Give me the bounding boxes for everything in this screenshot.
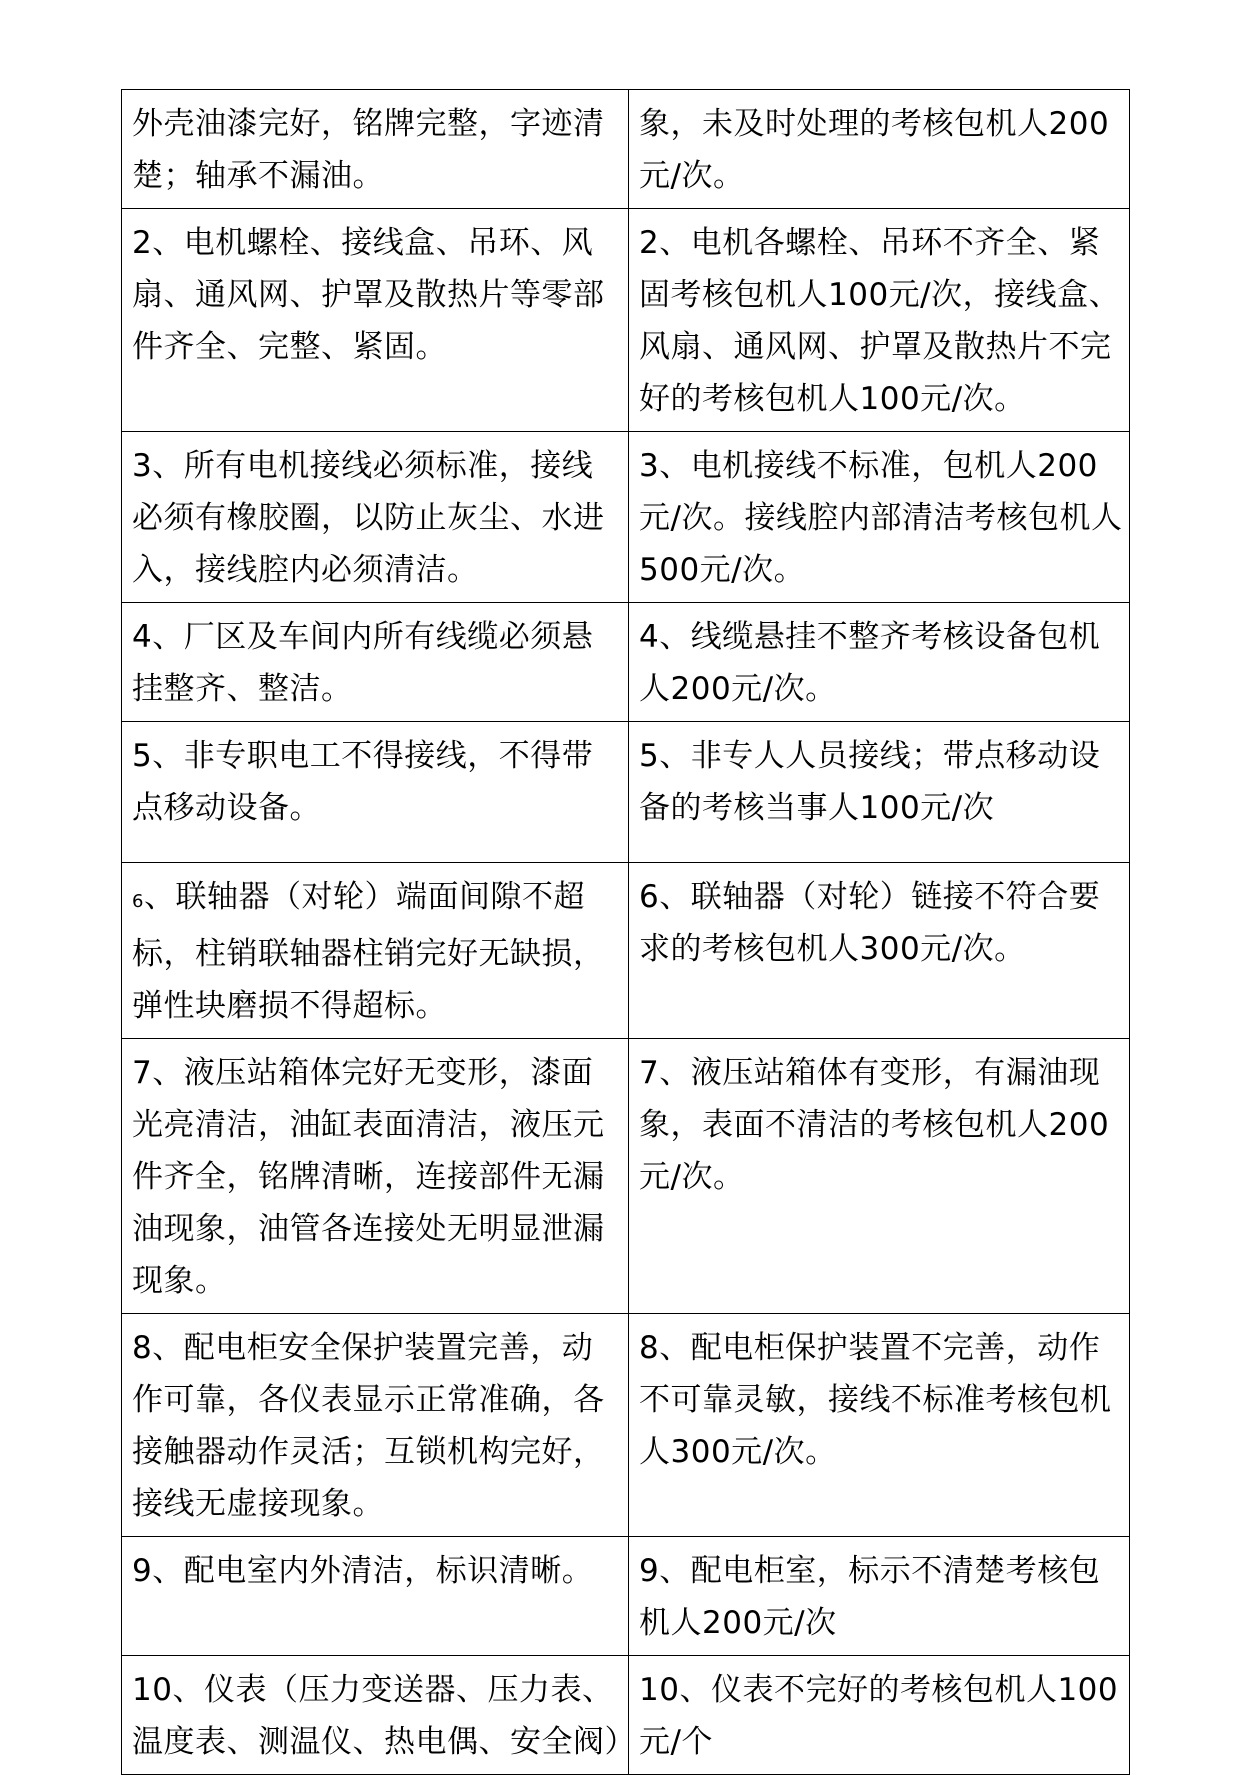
- item-number: 6: [132, 891, 144, 912]
- penalty-cell: 象，未及时处理的考核包机人200元/次。: [629, 90, 1130, 209]
- penalty-cell: 9、配电柜室，标示不清楚考核包机人200元/次: [629, 1537, 1130, 1656]
- penalty-cell: 10、仪表不完好的考核包机人100元/个: [629, 1656, 1130, 1775]
- table-row: [122, 432, 1130, 603]
- penalty-cell: 2、电机各螺栓、吊环不齐全、紧固考核包机人100元/次，接线盒、风扇、通风网、护罩及散热片不完好的考核包机人100元/次。: [629, 209, 1130, 432]
- penalty-cell: 6、联轴器（对轮）链接不符合要求的考核包机人300元/次。: [629, 863, 1130, 1039]
- assessment-table: [121, 89, 1130, 1775]
- requirement-cell: 2、电机螺栓、接线盒、吊环、风扇、通风网、护罩及散热片等零部件齐全、完整、紧固。: [122, 209, 629, 432]
- requirement-cell: [122, 863, 629, 1039]
- table-row: [122, 603, 1130, 722]
- table-row: [122, 1039, 1130, 1314]
- penalty-cell: 8、配电柜保护装置不完善，动作不可靠灵敏，接线不标准考核包机人300元/次。: [629, 1314, 1130, 1537]
- penalty-cell: 7、液压站箱体有变形，有漏油现象，表面不清洁的考核包机人200元/次。: [629, 1039, 1130, 1314]
- requirement-cell: 7、液压站箱体完好无变形，漆面光亮清洁，油缸表面清洁，液压元件齐全，铭牌清晰，连接部件无漏油现象，油管各连接处无明显泄漏现象。: [122, 1039, 629, 1314]
- requirement-cell: 5、非专职电工不得接线，不得带点移动设备。: [122, 722, 629, 863]
- penalty-cell: 4、线缆悬挂不整齐考核设备包机人200元/次。: [629, 603, 1130, 722]
- requirement-cell: 8、配电柜安全保护装置完善，动作可靠，各仪表显示正常准确，各接触器动作灵活；互锁机构完好，接线无虚接现象。: [122, 1314, 629, 1537]
- requirement-cell: 外壳油漆完好，铭牌完整，字迹清楚；轴承不漏油。: [122, 90, 629, 209]
- table-row: [122, 90, 1130, 209]
- requirement-text: 、联轴器（对轮）端面间隙不超标，柱销联轴器柱销完好无缺损，弹性块磨损不得超标。: [132, 879, 605, 1024]
- table-row: [122, 1537, 1130, 1656]
- requirement-cell: 10、仪表（压力变送器、压力表、温度表、测温仪、热电偶、安全阀）: [122, 1656, 629, 1775]
- requirement-cell: 9、配电室内外清洁，标识清晰。: [122, 1537, 629, 1656]
- table-row: [122, 1656, 1130, 1775]
- table-row: [122, 1314, 1130, 1537]
- table-row: [122, 209, 1130, 432]
- requirement-cell: 3、所有电机接线必须标准，接线必须有橡胶圈，以防止灰尘、水进入，接线腔内必须清洁。: [122, 432, 629, 603]
- requirement-cell: 4、厂区及车间内所有线缆必须悬挂整齐、整洁。: [122, 603, 629, 722]
- penalty-cell: 3、电机接线不标准，包机人200元/次。接线腔内部清洁考核包机人500元/次。: [629, 432, 1130, 603]
- table-row: [122, 863, 1130, 1039]
- penalty-cell: 5、非专人人员接线；带点移动设备的考核当事人100元/次: [629, 722, 1130, 863]
- table-row: [122, 722, 1130, 863]
